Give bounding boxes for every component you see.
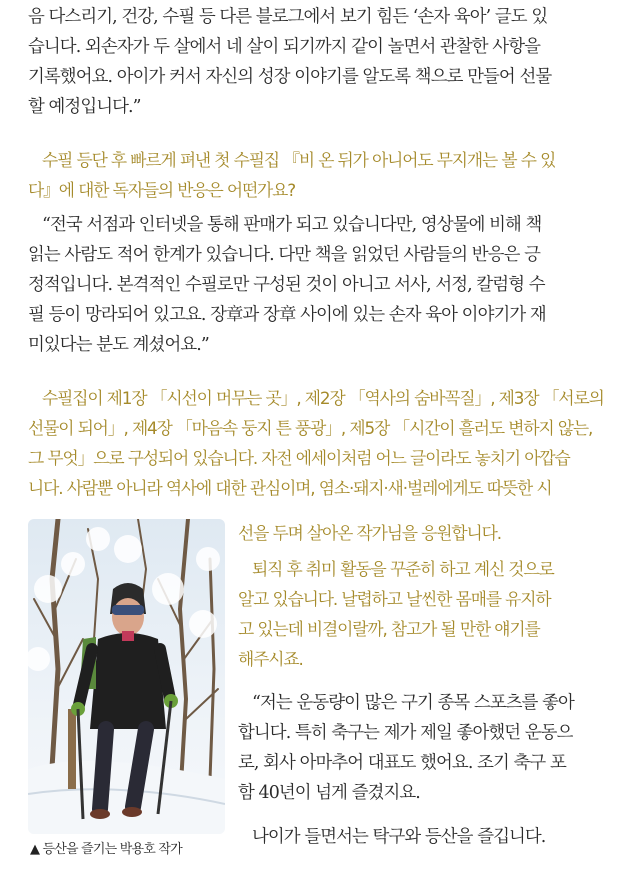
text-line: 다』에 대한 독자들의 반응은 어떤가요?: [28, 180, 296, 200]
text-line: 선물이 되어」, 제4장 「마음속 둥지 튼 풍광」, 제5장 「시간이 흘러도 변하지 않는,: [28, 418, 593, 438]
text-line: 할 예정입니다.”: [28, 97, 141, 117]
text-line: 해주시죠.: [238, 649, 303, 669]
interview-question-3: [238, 554, 614, 674]
text-line: “저는 운동량이 많은 구기 종목 스포츠를 좋아: [252, 693, 574, 713]
interview-question-2-continued: [238, 518, 614, 548]
text-line: 필 등이 망라되어 있고요. 장章과 장章 사이에 있는 손자 육아 이야기가 재: [28, 305, 546, 325]
text-line: 수필 등단 후 빠르게 펴낸 첫 수필집 『비 온 뒤가 아니어도 무지개는 볼 수 있: [42, 150, 556, 170]
text-line: 알고 있습니다. 날렵하고 날씬한 몸매를 유지하: [238, 589, 551, 609]
paragraph-4: [238, 822, 614, 852]
text-line: 나이가 들면서는 탁구와 등산을 즐깁니다.: [252, 827, 546, 847]
hiker-in-snow-photo: [28, 519, 225, 834]
text-line: 합니다. 특히 축구는 제가 제일 좋아했던 운동으: [238, 723, 573, 743]
text-line: 습니다. 외손자가 두 살에서 네 살이 되기까지 같이 놀면서 관찰한 사항을: [28, 37, 540, 57]
text-line: 로, 회사 아마추어 대표도 했어요. 조기 축구 포: [238, 753, 566, 773]
paragraph-2: [28, 210, 612, 360]
text-line: 기록했어요. 아이가 커서 자신의 성장 이야기를 알도록 책으로 만들어 선물: [28, 67, 552, 87]
interview-question-1: [28, 145, 612, 205]
interview-question-2: [28, 383, 612, 503]
text-line: 정적입니다. 본격적인 수필로만 구성된 것이 아니고 서사, 서정, 칼럼형 수: [28, 275, 545, 295]
text-line: 고 있는데 비결이랄까, 참고가 될 만한 얘기를: [238, 619, 540, 639]
text-line: 퇴직 후 취미 활동을 꾸준히 하고 계신 것으로: [252, 559, 554, 579]
text-line: 음 다스리기, 건강, 수필 등 다른 블로그에서 보기 힘든 ‘손자 육아’ 글도 있: [28, 7, 548, 27]
text-line: 선을 두며 살아온 작가님을 응원합니다.: [238, 523, 501, 543]
photo-caption: ▲ 등산을 즐기는 박용호 작가: [30, 842, 182, 857]
text-line: 그 무엇」으로 구성되어 있습니다. 자전 에세이처럼 어느 글이라도 놓치기 아깝습: [28, 448, 570, 468]
paragraph-3: [238, 688, 614, 808]
paragraph-1: [28, 2, 612, 122]
text-line: 미있다는 분도 계셨어요.”: [28, 335, 209, 355]
text-line: 수필집이 제1장 「시선이 머무는 곳」, 제2장 「역사의 숨바꼭질」, 제3장 「서로의: [42, 388, 604, 408]
text-line: “전국 서점과 인터넷을 통해 판매가 되고 있습니다만, 영상물에 비해 책: [42, 215, 542, 235]
text-line: 함 40년이 넘게 즐겼지요.: [238, 783, 420, 803]
text-line: 읽는 사람도 적어 한계가 있습니다. 다만 책을 읽었던 사람들의 반응은 긍: [28, 245, 540, 265]
text-line: 니다. 사람뿐 아니라 역사에 대한 관심이며, 염소·돼지·새·벌레에게도 따뜻한 시: [28, 478, 552, 498]
